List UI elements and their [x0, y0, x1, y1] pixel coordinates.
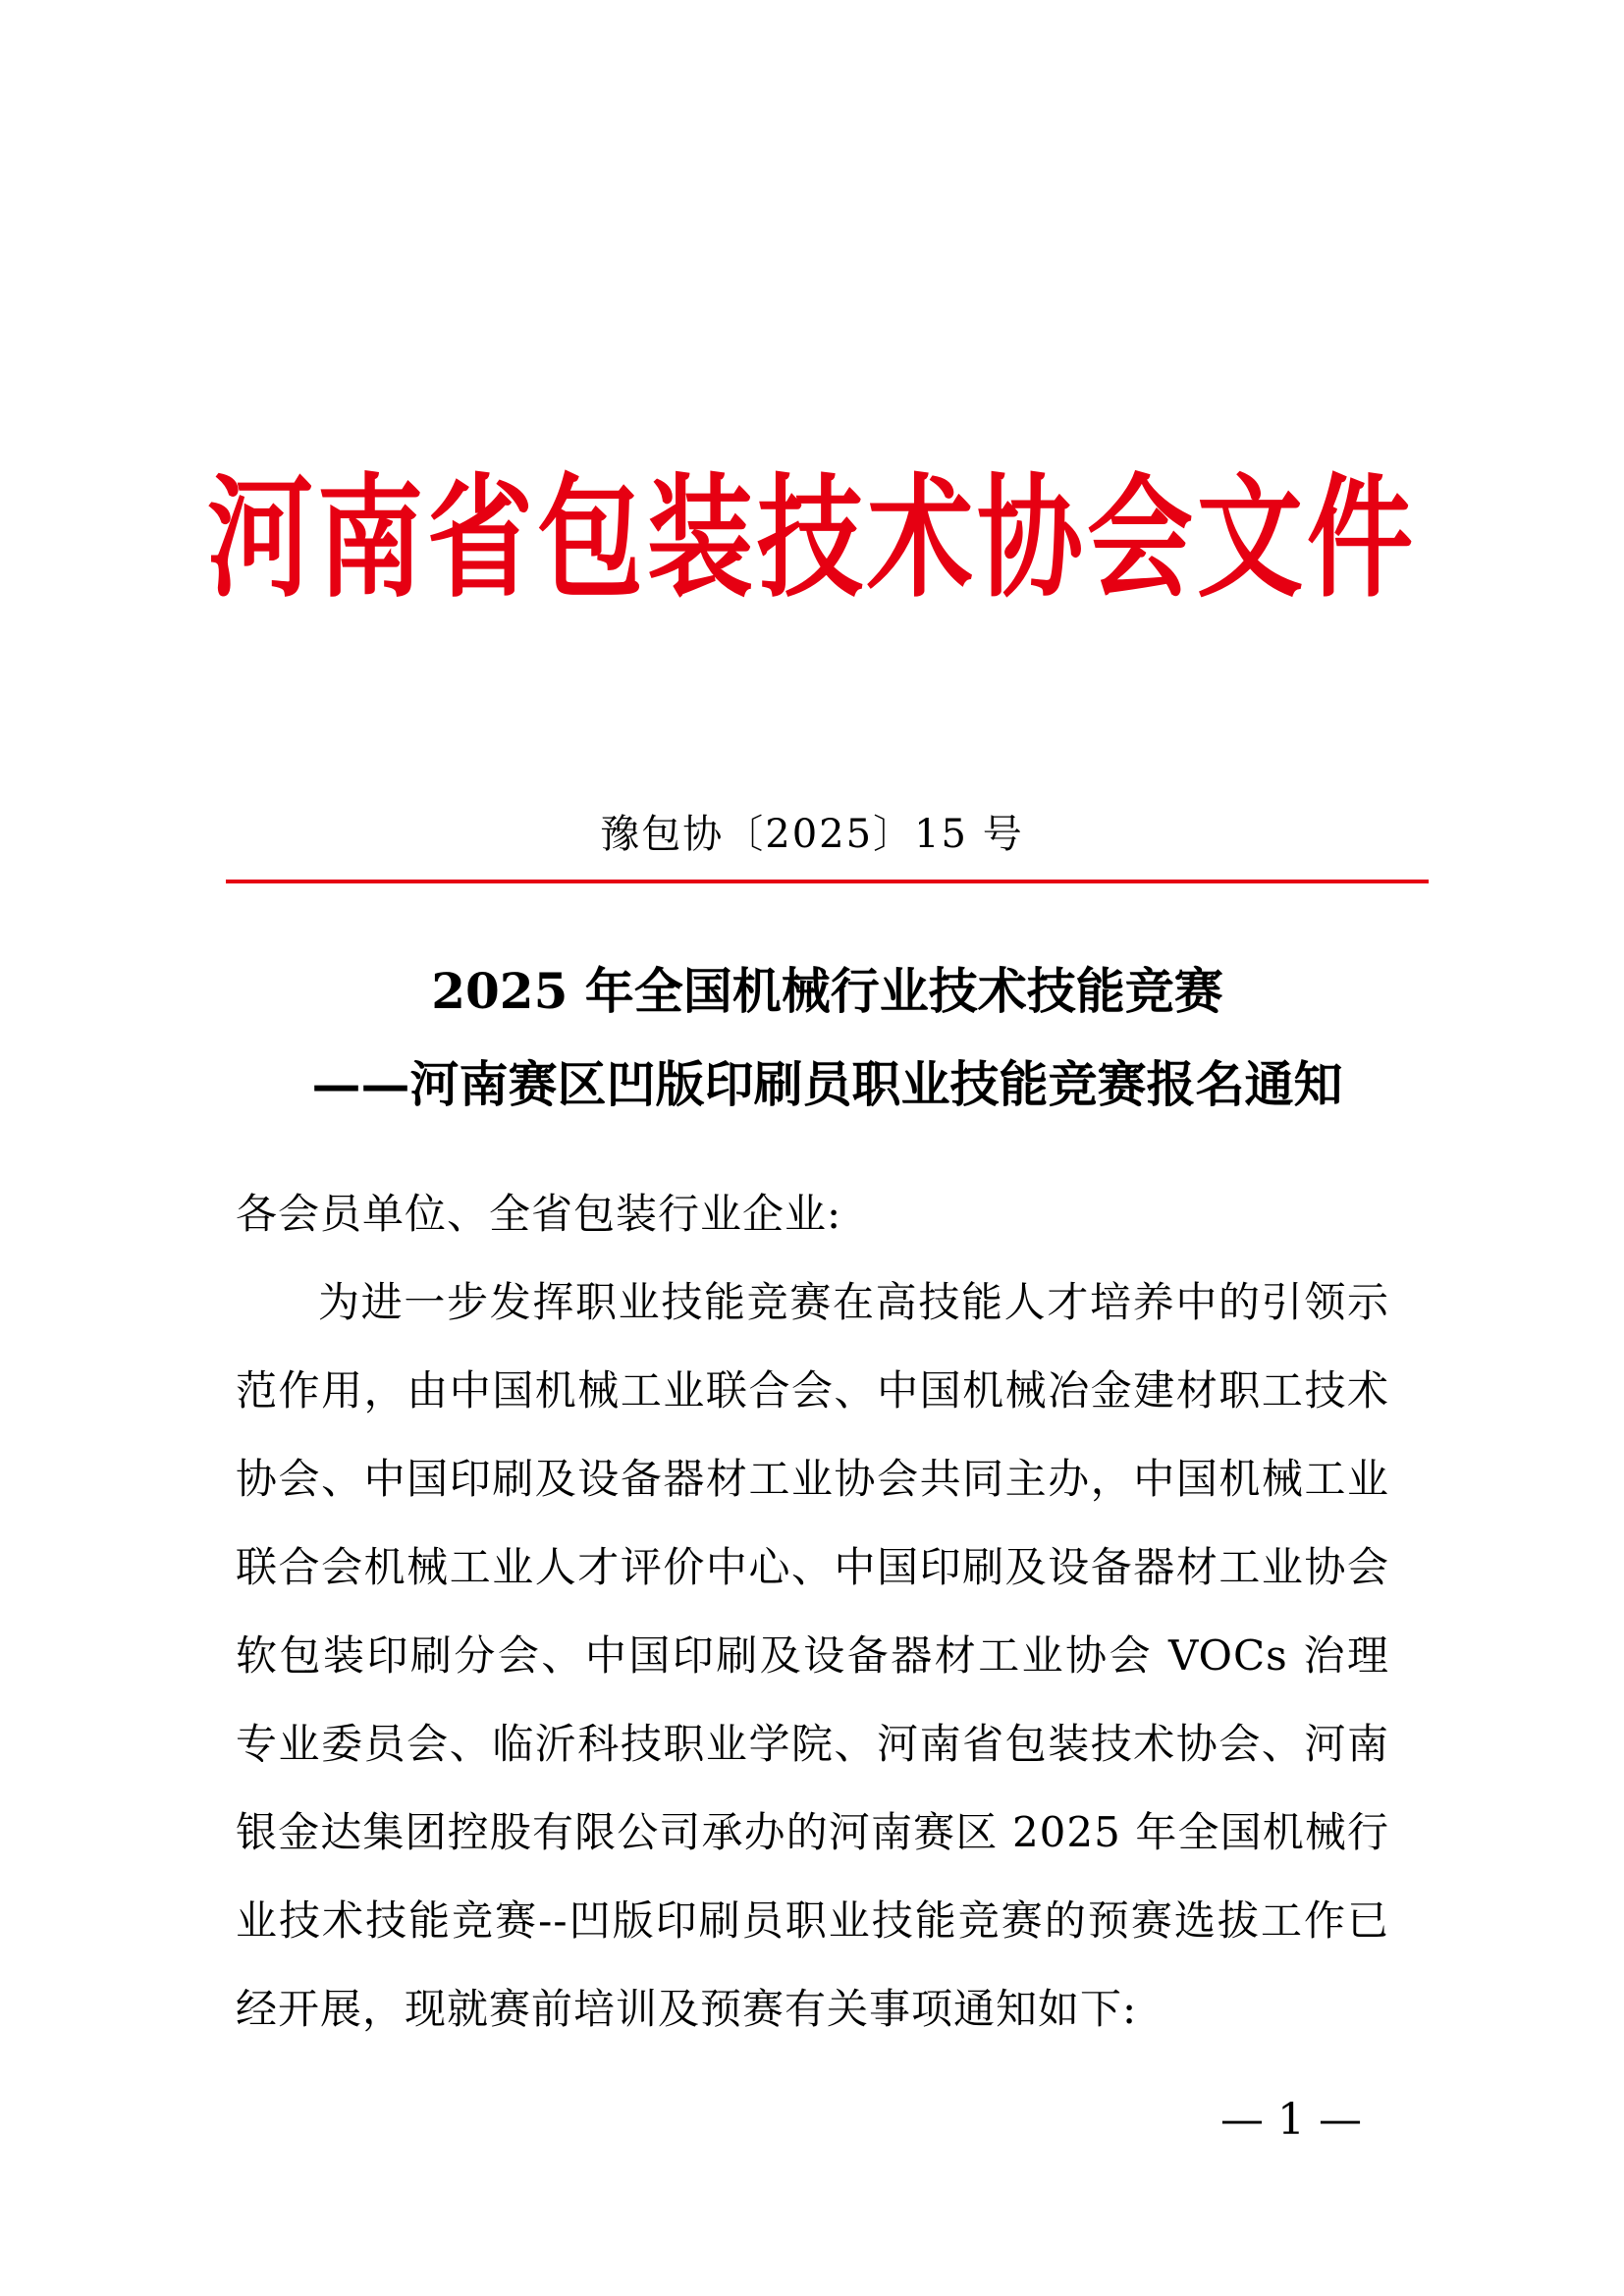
document-number: 豫包协〔2025〕15 号 — [600, 812, 1024, 857]
body-paragraph-1: 为进一步发挥职业技能竞赛在高技能人才培养中的引领示范作用，由中国机械工业联合会、中国机械冶金建材职工技术协会、中国印刷及设备器材工业协会共同主办，中国机械工业联合会机械工业人才评价中心、中国印刷及设备器材工业协会软包装印刷分会、中国印刷及设备器材工业协会 VOCs 治理专业委员会、临沂科技职业学院、河南省包装技术协会、河南银金达集团控股有限公司承办的河南赛区 2025 年全国机械行业技术技能竞赛--凹版印刷员职业技能竞赛的预赛选拔工作已经开展，现就赛前培训及预赛有关事项通知如下: — [236, 1278, 1389, 2033]
document-header-title: 河南省包装技术协会文件 — [206, 461, 1417, 616]
notice-title-line-2: ——河南赛区凹版印刷员职业技能竞赛报名通知 — [311, 1055, 1343, 1113]
page-number: — 1 — — [1220, 2095, 1362, 2145]
notice-title-line-1: 2025 年全国机械行业技术技能竞赛 — [431, 962, 1223, 1020]
salutation: 各会员单位、全省包装行业企业: — [236, 1190, 842, 1238]
red-divider-line — [226, 880, 1429, 883]
